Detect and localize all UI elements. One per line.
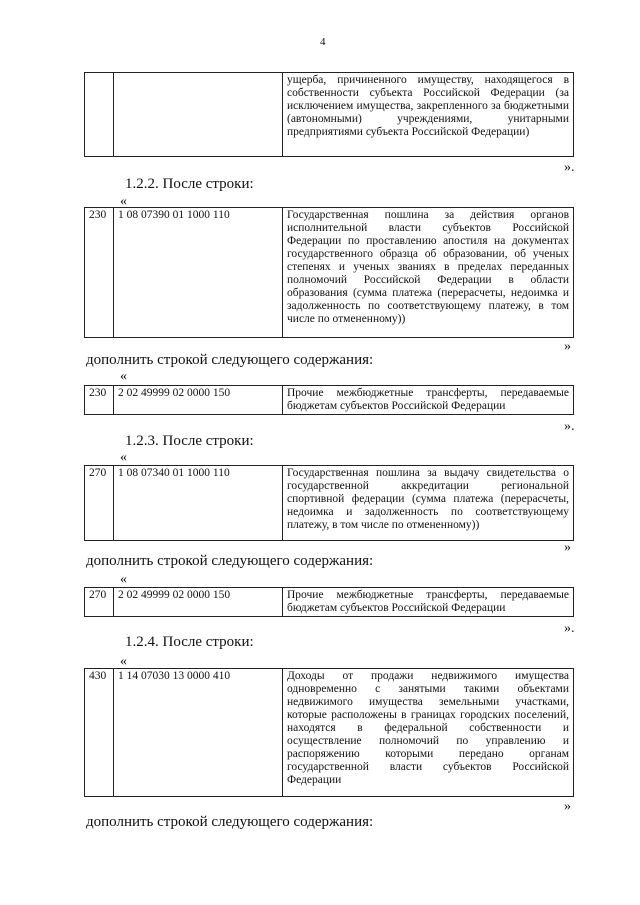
table-row [85, 466, 574, 541]
opening-quote: « [120, 654, 127, 669]
row-code: 230 [85, 208, 114, 338]
row-code: 270 [85, 588, 114, 617]
closing-quote: » [564, 799, 571, 814]
row-text: Прочие межбюджетные трансферты, передаваемые бюджетам субъектов Российской Федерации [283, 588, 574, 617]
supplement-instruction: дополнить строкой следующего содержания: [86, 553, 374, 569]
row-kbk: 1 08 07390 01 1000 110 [114, 208, 283, 338]
table-fragment-prev [84, 72, 574, 157]
table-row [85, 588, 574, 617]
row-code: 230 [85, 386, 114, 415]
row-text: Прочие межбюджетные трансферты, передаваемые бюджетам субъектов Российской Федерации [283, 386, 574, 415]
section-heading-1-2-3: 1.2.3. После строки: [125, 433, 254, 449]
opening-quote: « [120, 450, 127, 465]
row-text: ущерба, причиненного имуществу, находящегося в собственности субъекта Российской Федерации (за исключением имущества, закрепленного за бюджетными (автономными) учреждениями, унитарными предприятиями субъекта Российской Федерации) [283, 73, 574, 157]
row-kbk: 2 02 49999 02 0000 150 [114, 386, 283, 415]
supplement-instruction: дополнить строкой следующего содержания: [86, 814, 374, 830]
table-row [85, 73, 574, 157]
section-heading-1-2-4: 1.2.4. После строки: [125, 634, 254, 650]
row-code: 430 [85, 669, 114, 797]
table-row-270-transfers [84, 587, 574, 617]
row-kbk: 1 08 07340 01 1000 110 [114, 466, 283, 541]
closing-quote: » [564, 540, 571, 555]
table-row-230-transfers [84, 385, 574, 415]
row-kbk: 2 02 49999 02 0000 150 [114, 588, 283, 617]
table-row-230-state-duty [84, 207, 574, 338]
opening-quote: « [120, 572, 127, 587]
row-kbk: 1 14 07030 13 0000 410 [114, 669, 283, 797]
supplement-instruction: дополнить строкой следующего содержания: [86, 352, 374, 368]
closing-quote: » [564, 339, 571, 354]
table-row [85, 386, 574, 415]
opening-quote: « [120, 194, 127, 209]
table-row [85, 208, 574, 338]
row-text: Доходы от продажи недвижимого имущества одновременно с занятыми такими объектами недвижимого имущества земельными участками, которые расположены в границах городских поселений, находятся в федеральной собственности и осуществление полномочий по управлению и распоряжению которыми передано органам государственной власти субъектов Российской Федерации [283, 669, 574, 797]
row-code: 270 [85, 466, 114, 541]
row-code [85, 73, 114, 157]
row-text: Государственная пошлина за действия органов исполнительной власти субъектов Российской Федерации по проставлению апостиля на документах государственного образца об образовании, об ученых степенях и ученых званиях в пределах переданных полномочий Российской Федерации в области образования (сумма платежа (перерасчеты, недоимка и задолженность по соответствующему платежу, в том числе по отмененному)) [283, 208, 574, 338]
opening-quote: « [120, 369, 127, 384]
section-heading-1-2-2: 1.2.2. После строки: [125, 176, 254, 192]
table-row-430-property-sale [84, 668, 574, 797]
page-number: 4 [320, 36, 326, 48]
row-text: Государственная пошлина за выдачу свидетельства о государственной аккредитации региональной спортивной федерации (сумма платежа (перерасчеты, недоимка и задолженность по соответствующему платежу, в том числе по отмененному)) [283, 466, 574, 541]
table-row-270-state-duty [84, 465, 574, 541]
row-kbk [114, 73, 283, 157]
closing-quote: ». [564, 621, 575, 636]
closing-quote: ». [564, 419, 575, 434]
table-row [85, 669, 574, 797]
closing-quote: ». [564, 160, 575, 175]
